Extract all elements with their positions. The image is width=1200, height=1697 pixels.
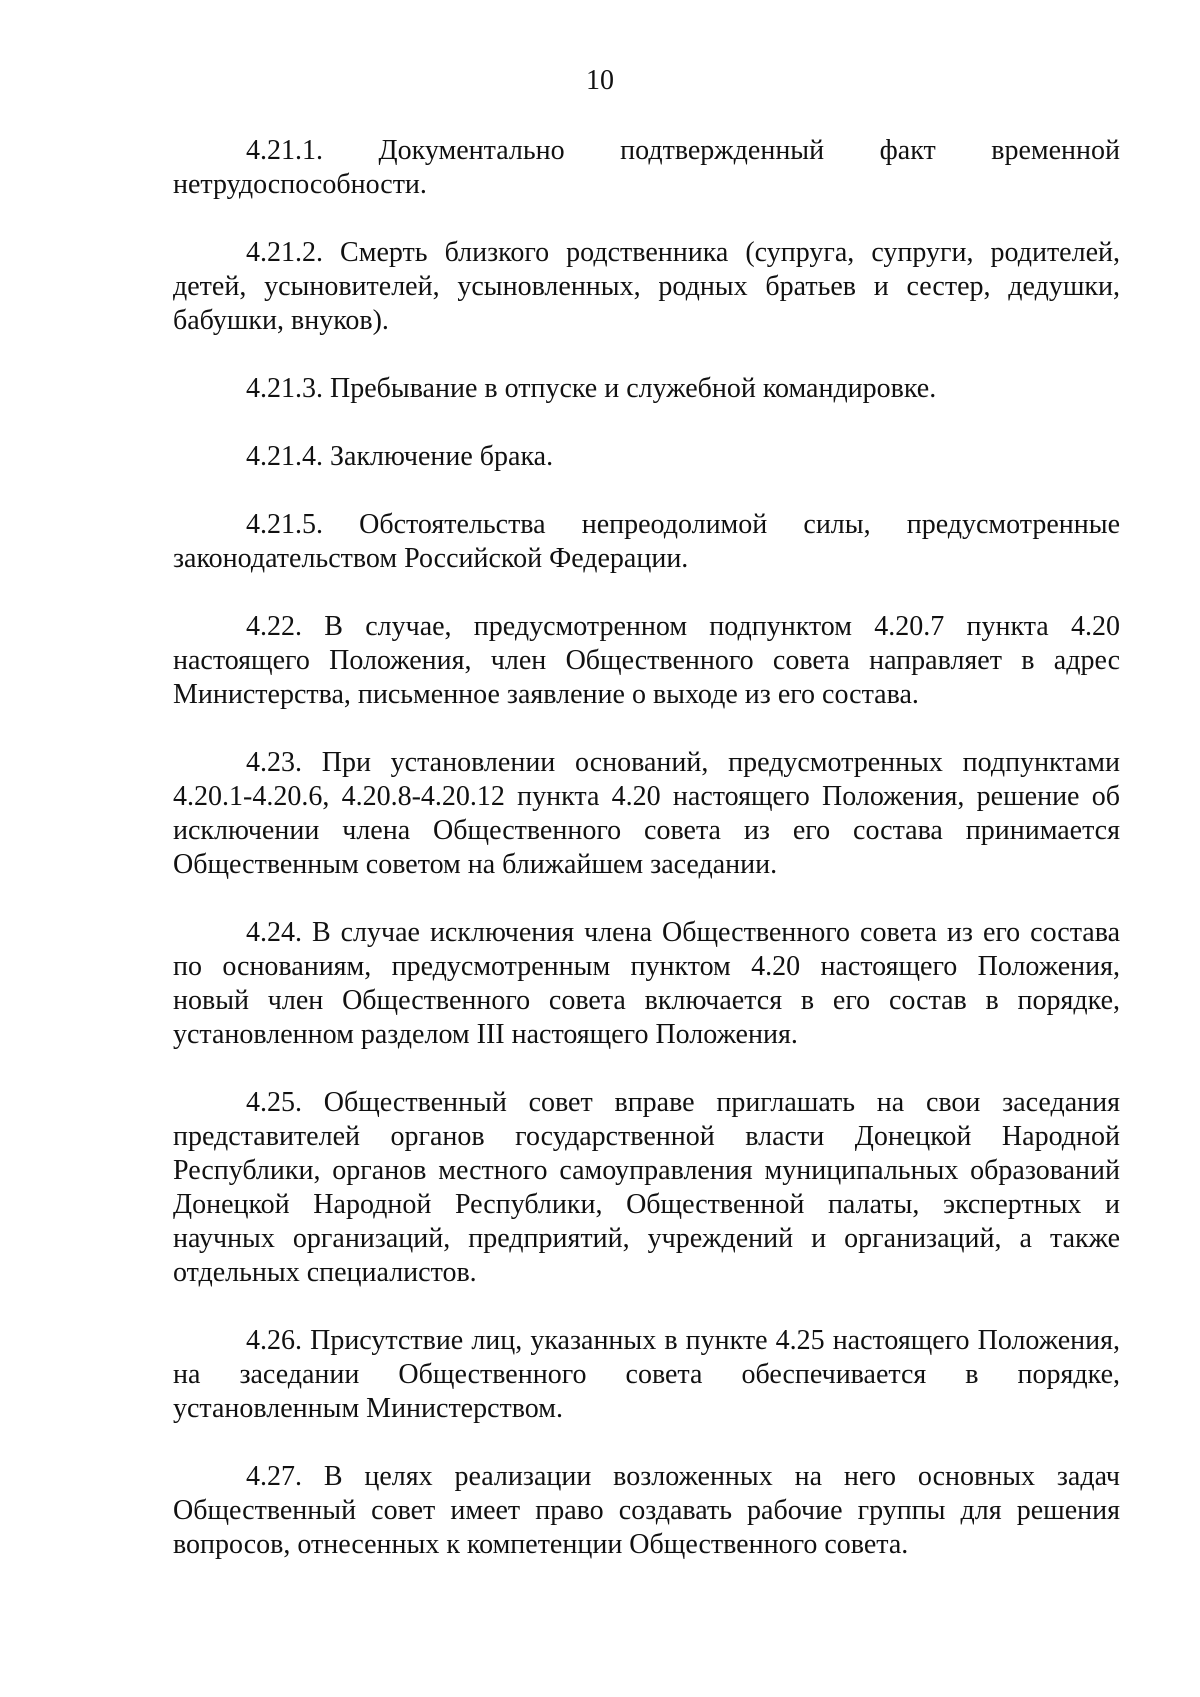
paragraph-4-21-4: 4.21.4. Заключение брака. bbox=[246, 441, 554, 472]
paragraph-4-26: 4.26. Присутствие лиц, указанных в пункте 4.25 настоящего Положения, на заседании Общественного совета обеспечивается в порядке, установленным Министерством. bbox=[173, 1325, 1120, 1424]
paragraph-4-23: 4.23. При установлении оснований, предусмотренных подпунктами 4.20.1-4.20.6, 4.20.8-4.20.12 пункта 4.20 настоящего Положения, решение об исключении члена Общественного совета из его состава принимается Общественным советом на ближайшем заседании. bbox=[173, 747, 1120, 880]
paragraph-4-21-5: 4.21.5. Обстоятельства непреодолимой силы, предусмотренные законодательством Российской Федерации. bbox=[173, 509, 1120, 574]
paragraph-4-21-2: 4.21.2. Смерть близкого родственника (супруга, супруги, родителей, детей, усыновителей, усыновленных, родных братьев и сестер, дедушки, бабушки, внуков). bbox=[173, 237, 1120, 336]
paragraph-4-22: 4.22. В случае, предусмотренном подпунктом 4.20.7 пункта 4.20 настоящего Положения, член Общественного совета направляет в адрес Министерства, письменное заявление о выходе из его состава. bbox=[173, 611, 1120, 710]
page-number: 10 bbox=[586, 65, 614, 96]
paragraph-4-25: 4.25. Общественный совет вправе приглашать на свои заседания представителей органов государственной власти Донецкой Народной Республики, органов местного самоуправления муниципальных образований Донецкой Народной Республики, Общественной палаты, экспертных и научных организаций, предприятий, учреждений и организаций, а также отдельных специалистов. bbox=[173, 1087, 1120, 1288]
paragraph-4-21-1: 4.21.1. Документально подтвержденный факт временной нетрудоспособности. bbox=[173, 135, 1120, 200]
paragraph-4-27: 4.27. В целях реализации возложенных на него основных задач Общественный совет имеет право создавать рабочие группы для решения вопросов, отнесенных к компетенции Общественного совета. bbox=[173, 1461, 1120, 1560]
document-body bbox=[173, 134, 1120, 1596]
paragraph-4-21-3: 4.21.3. Пребывание в отпуске и служебной командировке. bbox=[246, 373, 937, 404]
paragraph-4-24: 4.24. В случае исключения члена Общественного совета из его состава по основаниям, предусмотренным пунктом 4.20 настоящего Положения, новый член Общественного совета включается в его состав в порядке, установленном разделом III настоящего Положения. bbox=[173, 917, 1120, 1050]
